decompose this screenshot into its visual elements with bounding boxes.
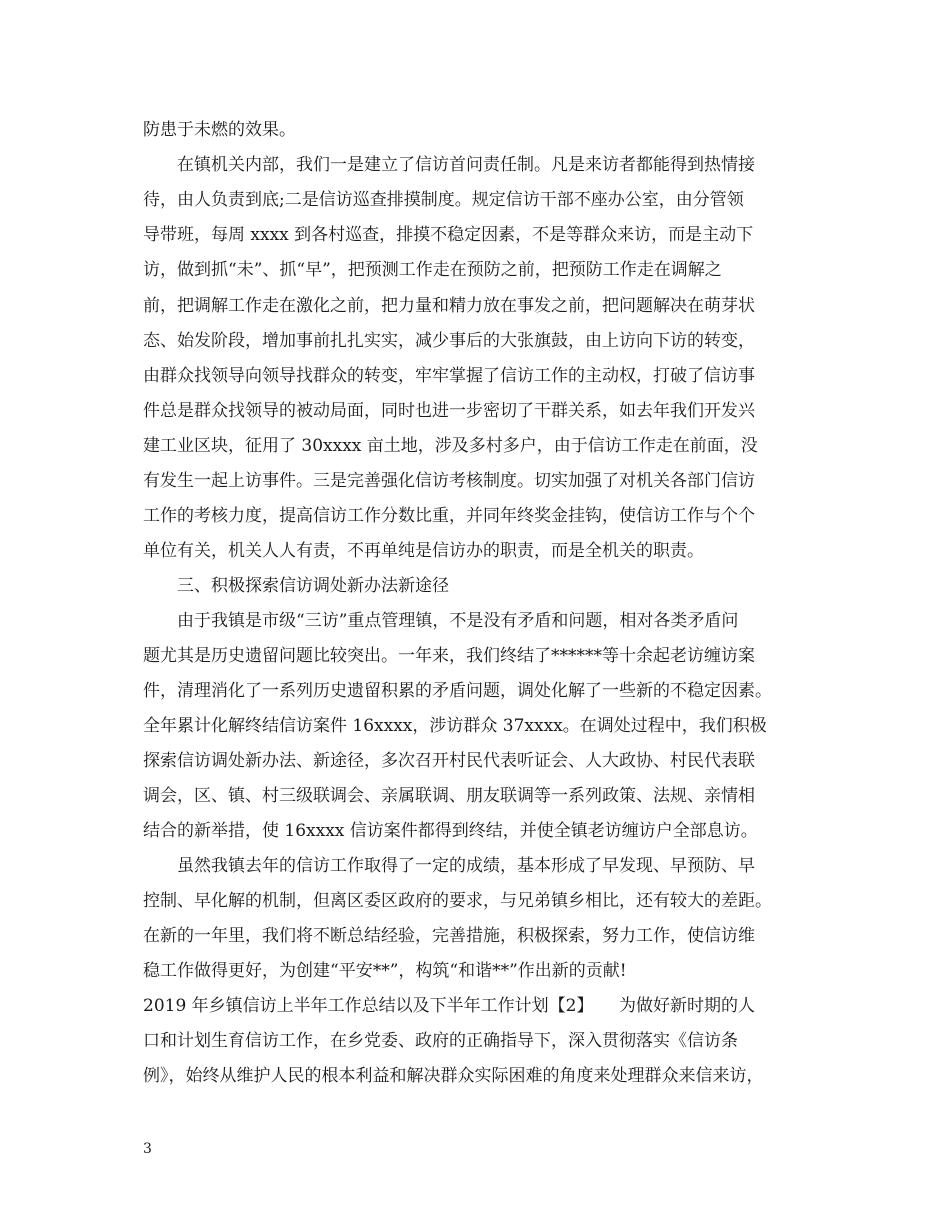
text-line: 由群众找领导向领导找群众的转变，牢牢掌握了信访工作的主动权，打破了信访事: [143, 366, 755, 386]
text-line: 结合的新举措，使 16xxxx 信访案件都得到终结，并使全镇老访缠访户全部息访。: [143, 821, 758, 841]
text-line: 访，做到抓“未”、抓“早”，把预测工作走在预防之前，把预防工作走在调解之: [143, 260, 722, 280]
text-line: 探索信访调处新办法、新途径，多次召开村民代表听证会、人大政协、村民代表联: [143, 751, 755, 771]
text-line: 态、始发阶段，增加事前扎扎实实，减少事后的大张旗鼓，由上访向下访的转变，: [143, 331, 755, 351]
text-line: 建工业区块，征用了 30xxxx 亩土地，涉及多村多户，由于信访工作走在前面，没: [143, 436, 758, 456]
text-line: 有发生一起上访事件。三是完善强化信访考核制度。切实加强了对机关各部门信访: [143, 471, 755, 491]
text-line: 口和计划生育信访工作，在乡党委、政府的正确指导下，深入贯彻落实《信访条: [143, 1031, 738, 1051]
text-line: 虽然我镇去年的信访工作取得了一定的成绩，基本形成了早发现、早预防、早: [143, 856, 755, 876]
text-line: 单位有关，机关人人有责，不再单纯是信访办的职责，而是全机关的职责。: [143, 541, 704, 561]
text-line: 控制、早化解的机制，但离区委区政府的要求，与兄弟镇乡相比，还有较大的差距。: [143, 891, 772, 911]
text-line: 件总是群众找领导的被动局面，同时也进一步密切了干群关系，如去年我们开发兴: [143, 401, 755, 421]
section-heading: 三、积极探索信访调处新办法新途径: [143, 576, 449, 596]
text-line: 稳工作做得更好，为创建“平安**”，构筑“和谐**”作出新的贡献!: [143, 961, 627, 981]
text-line: 前，把调解工作走在激化之前，把力量和精力放在事发之前，把问题解决在萌芽状: [143, 296, 755, 316]
text-line: 调会，区、镇、村三级联调会、亲属联调、朋友联调等一系列政策、法规、亲情相: [143, 786, 755, 806]
text-line: 工作的考核力度，提高信访工作分数比重，并同年终奖金挂钩，使信访工作与个个: [143, 506, 755, 526]
text-line: 由于我镇是市级“三访”重点管理镇，不是没有矛盾和问题，相对各类矛盾问: [143, 611, 739, 631]
text-line: 2019 年乡镇信访上半年工作总结以及下半年工作计划【2】 为做好新时期的人: [143, 996, 755, 1016]
page-number: 3: [143, 1141, 152, 1157]
text-line: 例》，始终从维护人民的根本利益和解决群众实际困难的角度来处理群众来信来访，: [143, 1066, 764, 1086]
text-line: 全年累计化解终结信访案件 16xxxx，涉访群众 37xxxx。在调处过程中，我们积极: [143, 716, 767, 736]
text-line: 在镇机关内部，我们一是建立了信访首问责任制。凡是来访者都能得到热情接: [143, 155, 755, 175]
text-line: 题尤其是历史遗留问题比较突出。一年来，我们终结了******等十余起老访缠访案: [143, 646, 755, 666]
text-line: 待，由人负责到底;二是信访巡查排摸制度。规定信访干部不座办公室，由分管领: [143, 190, 744, 210]
text-line: 导带班，每周 xxxx 到各村巡查，排摸不稳定因素，不是等群众来访，而是主动下: [143, 225, 754, 245]
text-line: 在新的一年里，我们将不断总结经验，完善措施，积极探索，努力工作，使信访维: [143, 926, 755, 946]
text-line: 件，清理消化了一系列历史遗留积累的矛盾问题，调处化解了一些新的不稳定因素。: [143, 681, 772, 701]
text-line: 防患于未燃的效果。: [143, 120, 296, 140]
